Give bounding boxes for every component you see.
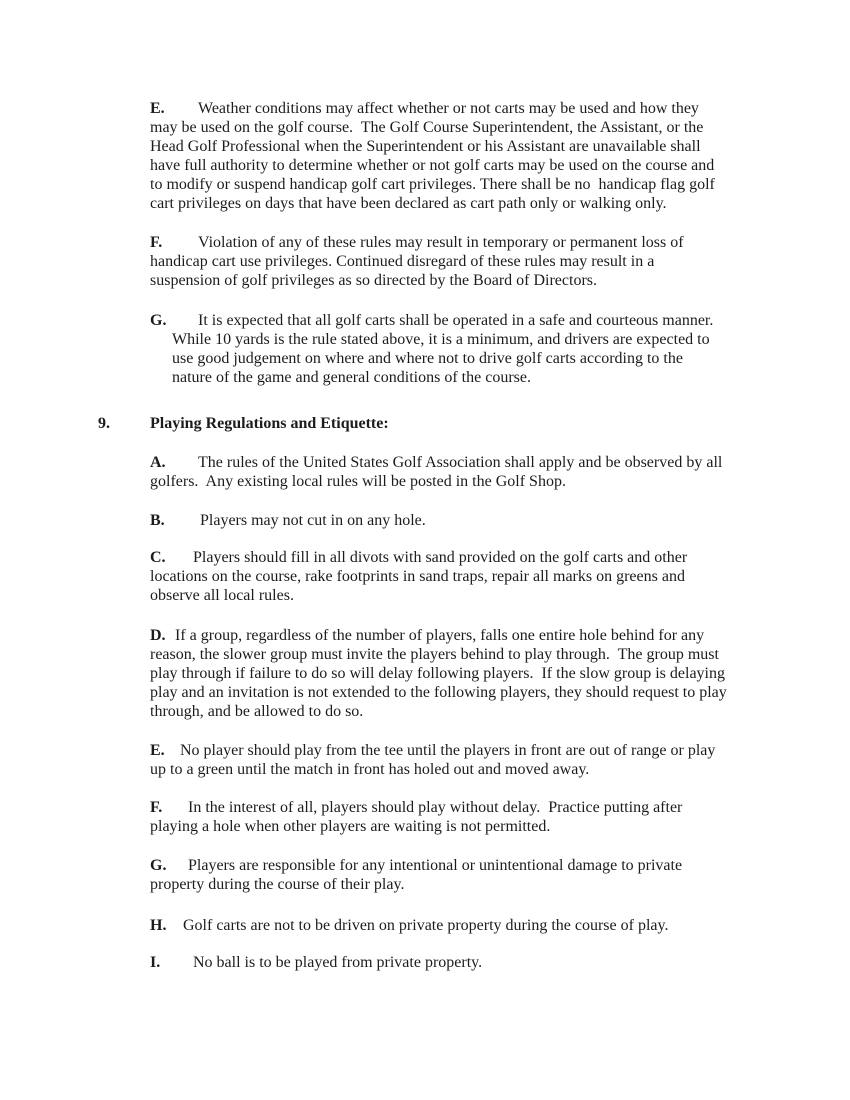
item-marker: H. (150, 917, 167, 934)
rule-item (150, 916, 770, 935)
text-line: to modify or suspend handicap golf cart privileges. There shall be no handicap flag golf (150, 176, 715, 193)
line-text: It is expected that all golf carts shall be operated in a safe and courteous manner. (198, 312, 714, 329)
text-line (150, 511, 770, 530)
line-text: No player should play from the tee until the players in front are out of range or play (180, 742, 716, 759)
text-line (150, 953, 770, 972)
text-line: play and an invitation is not extended to the following players, they should request to play (150, 684, 727, 701)
item-marker: B. (150, 512, 165, 529)
text-line: golfers. Any existing local rules will be posted in the Golf Shop. (150, 473, 566, 490)
text-line: property during the course of their play. (150, 876, 405, 893)
text-line: up to a green until the match in front has holed out and moved away. (150, 761, 590, 778)
rule-item (150, 548, 770, 605)
item-marker: G. (150, 857, 167, 874)
line-text: In the interest of all, players should play without delay. Practice putting after (188, 799, 683, 816)
line-text: Players may not cut in on any hole. (200, 512, 426, 529)
item-marker: F. (150, 799, 163, 816)
section-heading (98, 414, 770, 433)
text-line: cart privileges on days that have been declared as cart path only or walking only. (150, 195, 667, 212)
line-text: Golf carts are not to be driven on private property during the course of play. (183, 917, 669, 934)
text-line: Head Golf Professional when the Superintendent or his Assistant are unavailable shall (150, 138, 701, 155)
text-line (150, 311, 770, 330)
item-marker: D. (150, 627, 166, 644)
text-line (150, 99, 770, 118)
item-marker: F. (150, 234, 163, 251)
rule-item (150, 798, 770, 836)
text-line (150, 916, 770, 935)
line-text: Players should fill in all divots with sand provided on the golf carts and other (193, 549, 688, 566)
line-text: If a group, regardless of the number of players, falls one entire hole behind for any (175, 627, 705, 644)
item-marker: A. (150, 454, 166, 471)
rule-item (150, 453, 770, 491)
text-line (150, 233, 770, 252)
item-marker: G. (150, 312, 167, 329)
rule-item (150, 626, 770, 721)
rule-item (150, 953, 770, 972)
line-text: No ball is to be played from private property. (193, 954, 483, 971)
line-text: The rules of the United States Golf Association shall apply and be observed by all (198, 454, 723, 471)
rule-item (150, 311, 770, 387)
rule-item (150, 856, 770, 894)
section-title: Playing Regulations and Etiquette: (150, 415, 389, 432)
text-line: have full authority to determine whether or not golf carts may be used on the course and (150, 157, 715, 174)
text-line: use good judgement on where and where not to drive golf carts according to the (172, 350, 683, 367)
item-marker: I. (150, 954, 161, 971)
line-text: Players are responsible for any intentional or unintentional damage to private (188, 857, 683, 874)
item-marker: E. (150, 100, 165, 117)
item-marker: E. (150, 742, 165, 759)
text-line: may be used on the golf course. The Golf Course Superintendent, the Assistant, or the (150, 119, 704, 136)
line-text: Weather conditions may affect whether or not carts may be used and how they (198, 100, 699, 117)
rule-item (150, 511, 770, 530)
text-line: suspension of golf privileges as so directed by the Board of Directors. (150, 272, 598, 289)
text-line: nature of the game and general conditions of the course. (172, 369, 531, 386)
text-line: observe all local rules. (150, 587, 294, 604)
text-line (150, 626, 770, 645)
rule-item (150, 99, 770, 213)
text-line (150, 856, 770, 875)
rule-item (150, 741, 770, 779)
section-number: 9. (98, 415, 110, 432)
text-line: handicap cart use privileges. Continued disregard of these rules may result in a (150, 253, 655, 270)
item-marker: C. (150, 549, 166, 566)
text-line: locations on the course, rake footprints in sand traps, repair all marks on greens and (150, 568, 685, 585)
text-line: playing a hole when other players are waiting is not permitted. (150, 818, 551, 835)
text-line: reason, the slower group must invite the players behind to play through. The group must (150, 646, 719, 663)
text-line: While 10 yards is the rule stated above, it is a minimum, and drivers are expected to (172, 331, 710, 348)
rule-item (150, 233, 770, 290)
text-line (150, 548, 770, 567)
text-line: through, and be allowed to do so. (150, 703, 364, 720)
text-line: play through if failure to do so will delay following players. If the slow group is delaying (150, 665, 725, 682)
text-line (150, 798, 770, 817)
text-line (150, 453, 770, 472)
text-line (150, 741, 770, 760)
line-text: Violation of any of these rules may result in temporary or permanent loss of (198, 234, 684, 251)
